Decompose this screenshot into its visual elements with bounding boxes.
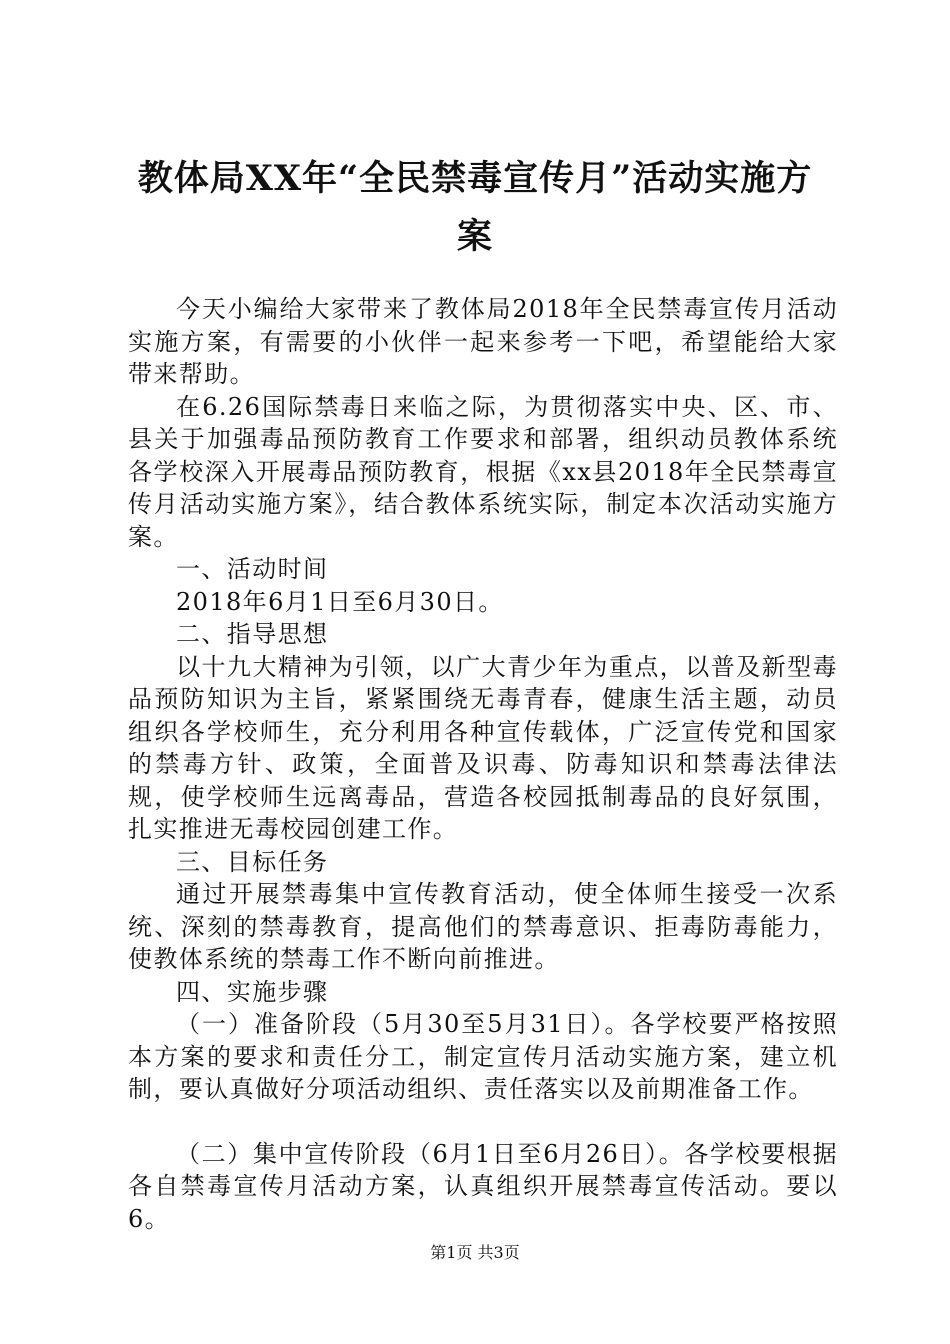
section-heading-time: 一、活动时间 — [176, 555, 329, 583]
paragraph-background: 在6.26国际禁毒日来临之际，为贯彻落实中央、区、市、县关于加强毒品预防教育工作要求和部署，组织动员教体系统各学校深入开展毒品预防教育，根据《xx县2018年全民禁毒宣传月活动实施方案》，结合教体系统实际，制定本次活动实施方案。 — [128, 392, 838, 551]
document-body — [128, 293, 838, 1235]
title-line-2: 案 — [456, 216, 493, 257]
page-footer: 第1页 共3页 — [430, 1243, 520, 1262]
paragraph-time: 2018年6月1日至6月30日。 — [176, 587, 504, 616]
paragraph-step-2: （二）集中宣传阶段（6月1日至6月26日）。各学校要根据各自禁毒宣传月活动方案，认真组织开展禁毒宣传活动。要以6。 — [128, 1139, 838, 1233]
section-heading-goals: 三、目标任务 — [176, 847, 329, 876]
paragraph-goals: 通过开展禁毒集中宣传教育活动，使全体师生接受一次系统、深刻的禁毒教育，提高他们的禁毒意识、拒毒防毒能力，使教体系统的禁毒工作不断向前推进。 — [128, 880, 838, 973]
paragraph-guidance: 以十九大精神为引领，以广大青少年为重点，以普及新型毒品预防知识为主旨，紧紧围绕无毒青春，健康生活主题，动员组织各学校师生，充分利用各种宣传载体，广泛宣传党和国家的禁毒方针、政策，全面普及识毒、防毒知识和禁毒法律法规，使学校师生远离毒品，营造各校园抵制毒品的良好氛围，扎实推进无毒校园创建工作。 — [128, 652, 838, 843]
paragraph-step-1: （一）准备阶段（5月30至5月31日）。各学校要严格按照本方案的要求和责任分工，制定宣传月活动实施方案，建立机制，要认真做好分项活动组织、责任落实以及前期准备工作。 — [128, 1010, 838, 1103]
section-heading-steps: 四、实施步骤 — [176, 977, 329, 1006]
document-title — [100, 150, 850, 266]
paragraph-intro: 今天小编给大家带来了教体局2018年全民禁毒宣传月活动实施方案，有需要的小伙伴一起来参考一下吧，希望能给大家带来帮助。 — [128, 295, 838, 388]
title-line-1: 教体局XX年“全民禁毒宣传月”活动实施方 — [137, 158, 813, 199]
section-heading-guidance: 二、指导思想 — [176, 620, 329, 648]
